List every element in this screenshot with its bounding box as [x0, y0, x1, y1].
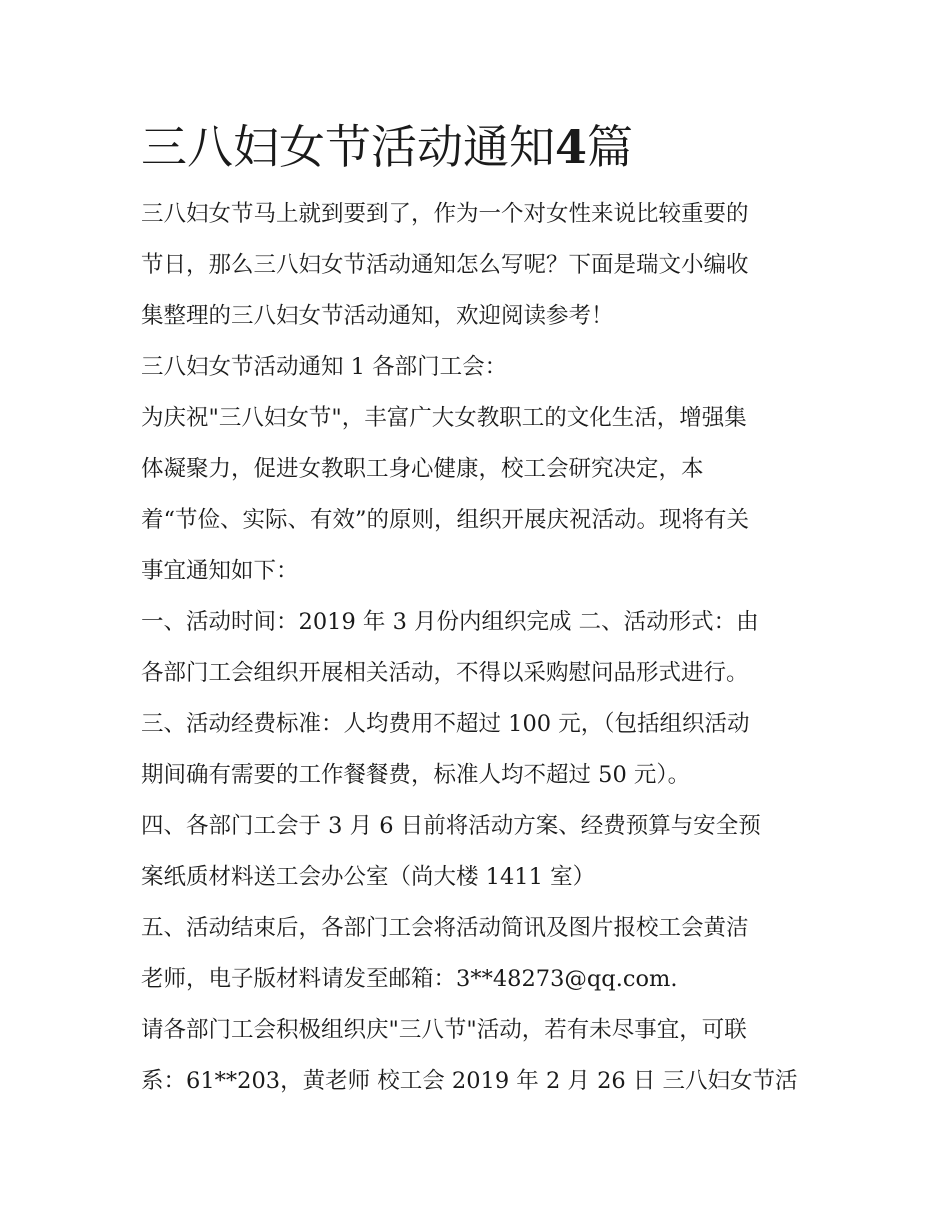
body-line: 节日，那么三八妇女节活动通知怎么写呢？下面是瑞文小编收 — [141, 252, 749, 278]
body-line: 体凝聚力，促进女教职工身心健康，校工会研究决定，本 — [141, 456, 704, 482]
body-line: 各部门工会组织开展相关活动，不得以采购慰问品形式进行。 — [141, 660, 749, 686]
body-line: 一、活动时间：2019 年 3 月份内组织完成 二、活动形式：由 — [141, 609, 759, 635]
document-title — [141, 112, 821, 182]
body-line: 案纸质材料送工会办公室（尚大楼 1411 室） — [141, 864, 596, 890]
body-line: 为庆祝"三八妇女节"，丰富广大女教职工的文化生活，增强集 — [141, 405, 747, 431]
body-line: 老师，电子版材料请发至邮箱：3**48273@qq.com. — [141, 966, 678, 992]
body-line: 期间确有需要的工作餐餐费，标准人均不超过 50 元）。 — [141, 762, 691, 788]
body-line: 五、活动结束后，各部门工会将活动简讯及图片报校工会黄洁 — [141, 915, 749, 941]
title-text: 三八妇女节活动通知 — [141, 120, 555, 174]
body-line: 集整理的三八妇女节活动通知，欢迎阅读参考！ — [141, 303, 614, 329]
body-line: 事宜通知如下： — [141, 558, 299, 584]
body-line: 三八妇女节马上就到要到了，作为一个对女性来说比较重要的 — [141, 201, 749, 227]
body-line: 请各部门工会积极组织庆"三八节"活动，若有未尽事宜，可联 — [141, 1017, 747, 1043]
body-line: 三、活动经费标准：人均费用不超过 100 元，（包括组织活动 — [141, 711, 750, 737]
body-line: 系：61**203，黄老师 校工会 2019 年 2 月 26 日 三八妇女节活 — [141, 1068, 798, 1094]
body-line: 三八妇女节活动通知 1 各部门工会： — [141, 354, 508, 380]
document-page — [141, 112, 821, 1107]
document-body — [141, 189, 821, 1107]
title-suffix: 篇 — [587, 120, 634, 174]
title-number: 4 — [555, 120, 588, 174]
body-line: 四、各部门工会于 3 月 6 日前将活动方案、经费预算与安全预 — [141, 813, 761, 839]
body-line: 着“节俭、实际、有效”的原则，组织开展庆祝活动。现将有关 — [141, 507, 750, 533]
